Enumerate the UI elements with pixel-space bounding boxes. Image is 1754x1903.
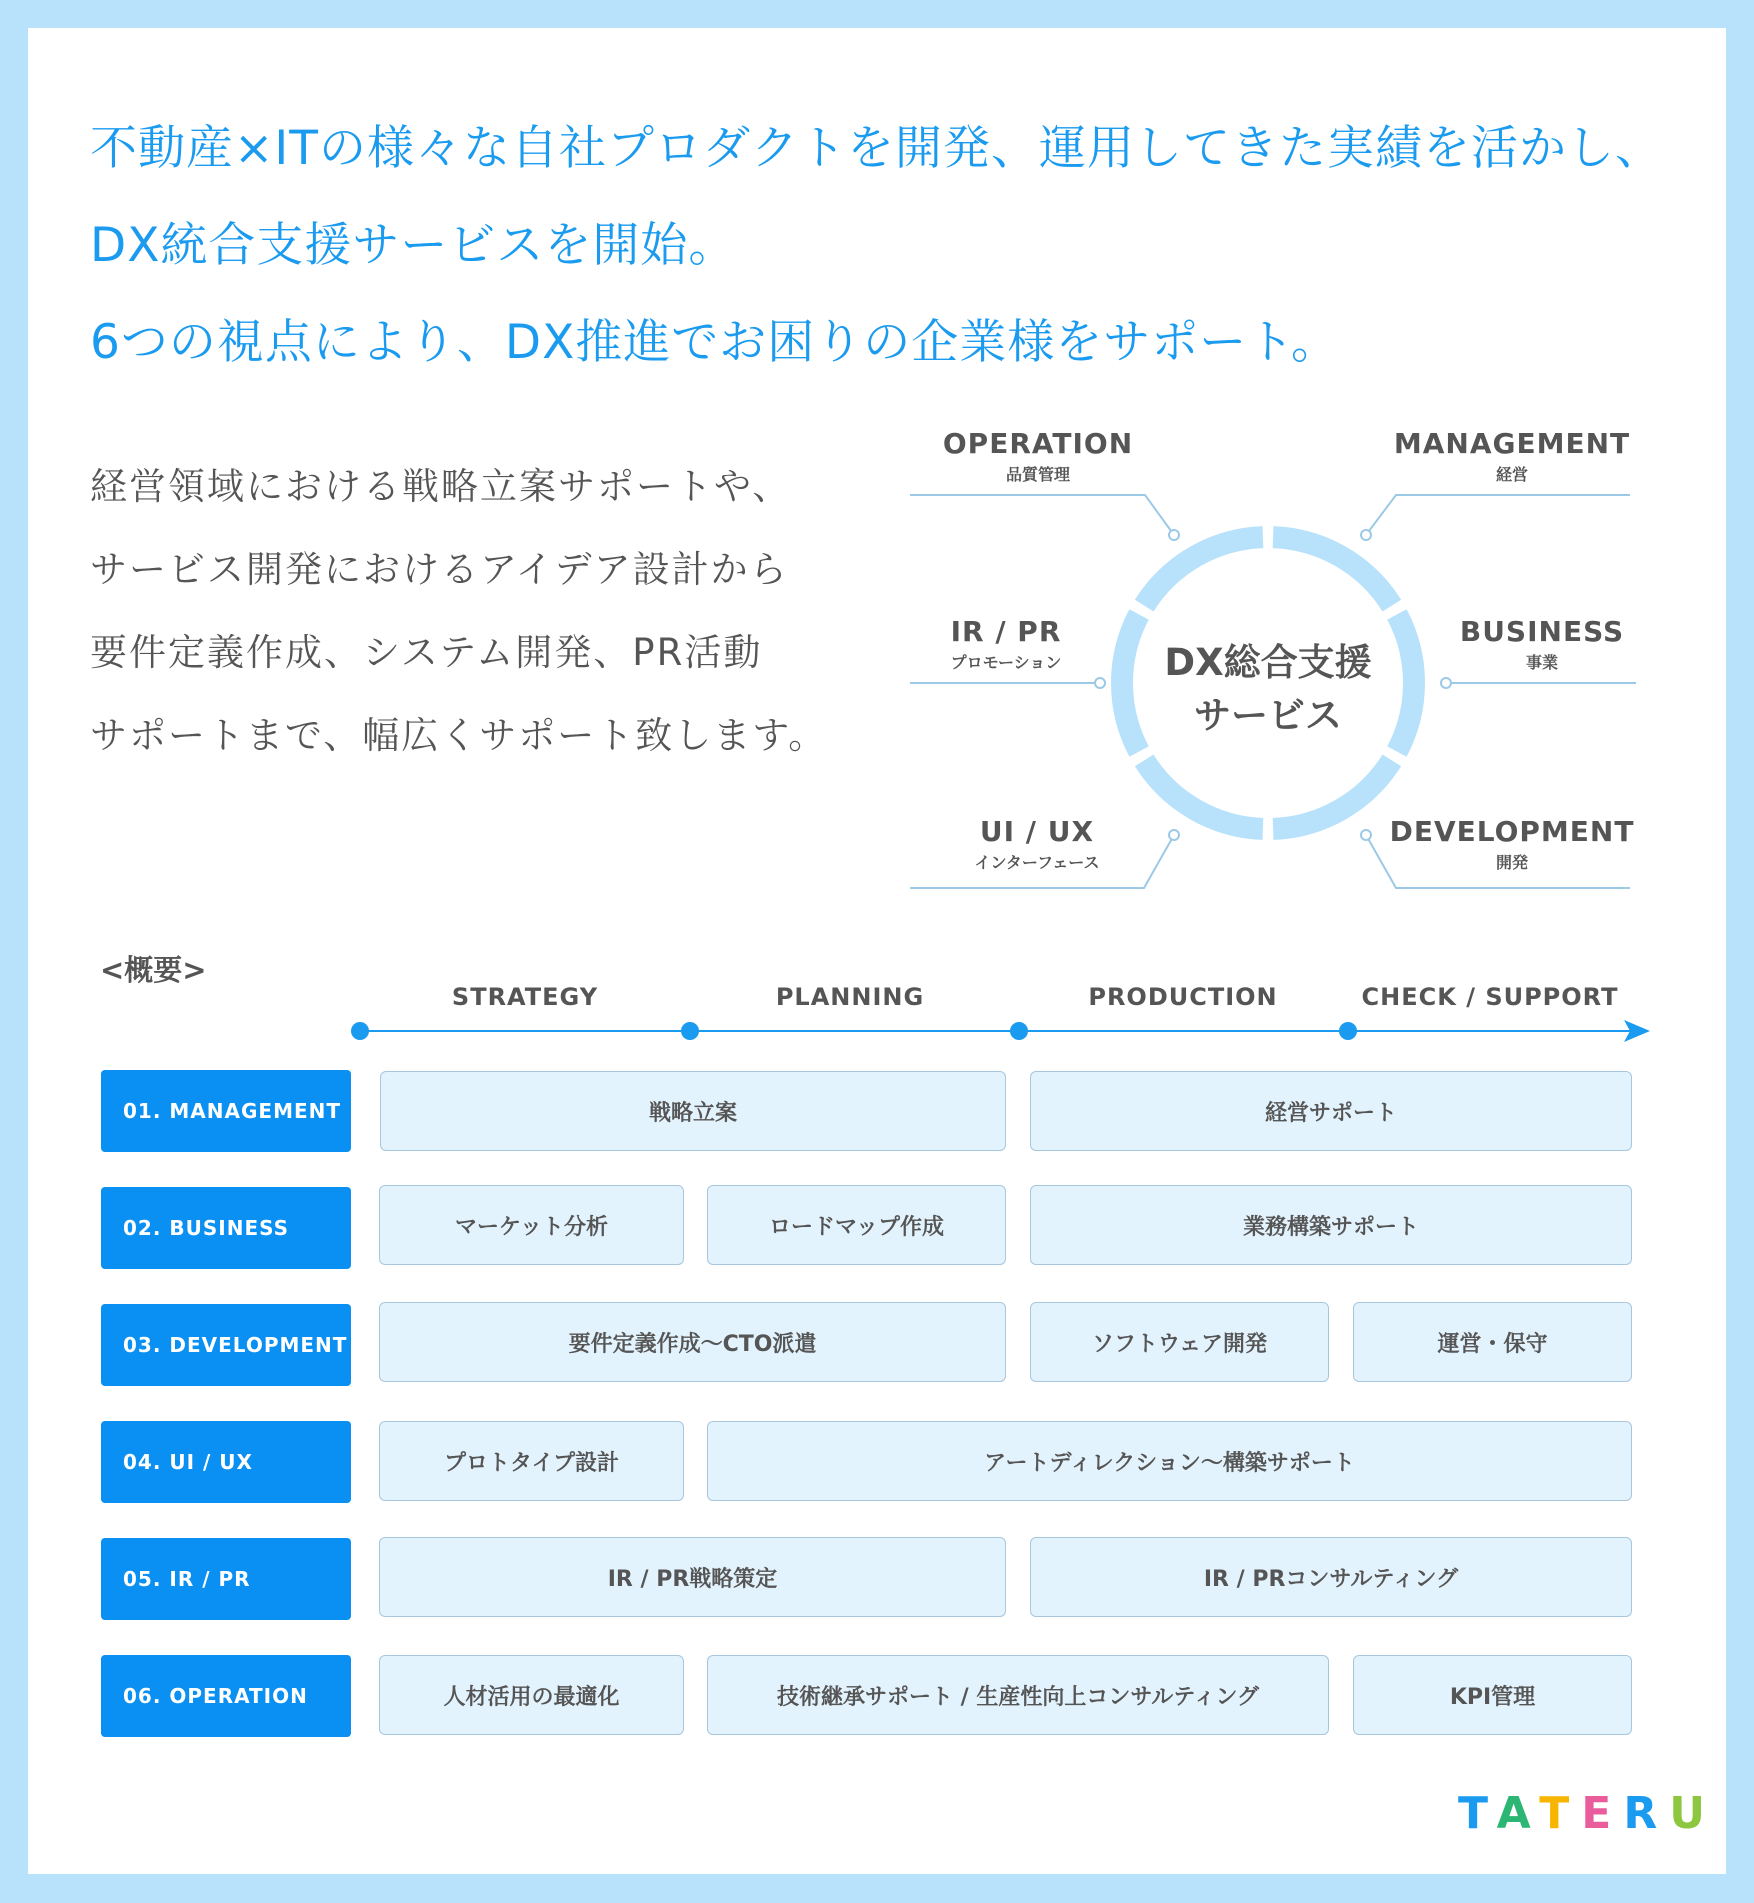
segment-en: IR / PR	[950, 615, 1062, 648]
timeline-dot	[1010, 1022, 1028, 1040]
task-item: アートディレクション〜構築サポート	[707, 1421, 1632, 1501]
timeline-dot	[351, 1022, 369, 1040]
segment-en: UI / UX	[979, 815, 1095, 848]
connector-dot-uiux	[1169, 830, 1179, 840]
ring-segment-operation	[1144, 537, 1263, 606]
task-item: マーケット分析	[379, 1185, 684, 1265]
wheel-center-title	[1164, 636, 1371, 742]
timeline-dot	[1339, 1022, 1357, 1040]
row-label-operation: 06. OPERATION	[101, 1655, 351, 1737]
ring-segment-business	[1397, 614, 1414, 751]
task-item: ロードマップ作成	[707, 1185, 1006, 1265]
segment-uiux	[975, 815, 1100, 877]
segment-jp: 事業	[1525, 653, 1559, 672]
description-line: サービス開発におけるアイデア設計から	[90, 548, 789, 591]
logo-letter: T	[1539, 1788, 1582, 1839]
segment-operation	[943, 427, 1133, 489]
logo-letter: R	[1623, 1788, 1670, 1839]
center-title-line: サービス	[1194, 694, 1342, 737]
logo-letter: U	[1669, 1788, 1717, 1839]
overview-title: <概要>	[100, 953, 207, 987]
segment-jp: インターフェース	[974, 853, 1100, 872]
logo-letter: E	[1581, 1788, 1624, 1839]
headline-line: DX統合支援サービスを開始。	[90, 218, 737, 273]
phase-strategy: STRATEGY	[451, 983, 599, 1011]
task-item: 人材活用の最適化	[379, 1655, 684, 1735]
row-label-uiux: 04. UI / UX	[101, 1421, 351, 1503]
connector-management	[1366, 495, 1630, 535]
segment-jp: 開発	[1495, 853, 1529, 872]
phase-timeline	[351, 1020, 1650, 1042]
connector-dot-business	[1441, 678, 1451, 688]
description-line: サポートまで、幅広くサポート致します。	[90, 714, 828, 757]
phase-check-support: CHECK / SUPPORT	[1361, 983, 1619, 1011]
row-label-irpr: 05. IR / PR	[101, 1538, 351, 1620]
segment-business	[1460, 615, 1624, 677]
phase-planning: PLANNING	[775, 983, 925, 1011]
connector-dot-management	[1361, 530, 1371, 540]
segment-development	[1390, 815, 1635, 877]
connector-dot-irpr	[1095, 678, 1105, 688]
segment-jp: 経営	[1495, 465, 1528, 484]
task-item: 運営・保守	[1353, 1302, 1632, 1382]
headline-line: 不動産×ITの様々な自社プロダクトを開発、運用してきた実績を活かし、	[90, 121, 1663, 176]
segment-jp: プロモーション	[950, 653, 1062, 672]
task-item: IR / PR戦略策定	[379, 1537, 1006, 1617]
task-item: 戦略立案	[380, 1071, 1006, 1151]
tateru-logo	[1458, 1788, 1717, 1839]
row-label-business: 02. BUSINESS	[101, 1187, 351, 1269]
row-label-management: 01. MANAGEMENT	[101, 1070, 351, 1152]
segment-irpr	[951, 615, 1062, 677]
description-line: 要件定義作成、システム開発、PR活動	[90, 631, 763, 674]
phase-production: PRODUCTION	[1088, 983, 1278, 1011]
segment-en: DEVELOPMENT	[1389, 815, 1635, 848]
task-item: 技術継承サポート / 生産性向上コンサルティング	[707, 1655, 1329, 1735]
logo-letter: A	[1496, 1788, 1540, 1839]
connector-dot-development	[1361, 830, 1371, 840]
ring-segment-management	[1273, 537, 1392, 606]
headline-line: 6つの視点により、DX推進でお困りの企業様をサポート。	[90, 315, 1340, 370]
timeline-dot	[681, 1022, 699, 1040]
task-item: ソフトウェア開発	[1030, 1302, 1329, 1382]
task-item: プロトタイプ設計	[379, 1421, 684, 1501]
segment-management	[1394, 427, 1630, 489]
row-label-development: 03. DEVELOPMENT	[101, 1304, 351, 1386]
description-line: 経営領域における戦略立案サポートや、	[90, 465, 792, 508]
ring-segment-irpr	[1122, 614, 1139, 751]
segment-en: OPERATION	[942, 427, 1134, 460]
center-title-line: DX総合支援	[1164, 641, 1372, 684]
segment-en: MANAGEMENT	[1393, 427, 1631, 460]
ring-segment-development	[1273, 760, 1392, 829]
connector-dot-operation	[1169, 530, 1179, 540]
logo-letter: T	[1458, 1788, 1497, 1839]
ring-segment-uiux	[1144, 760, 1263, 829]
task-item: KPI管理	[1353, 1655, 1632, 1735]
segment-en: BUSINESS	[1459, 615, 1625, 648]
task-item: IR / PRコンサルティング	[1030, 1537, 1632, 1617]
task-item: 要件定義作成〜CTO派遣	[379, 1302, 1006, 1382]
task-item: 経営サポート	[1030, 1071, 1632, 1151]
connector-operation	[910, 495, 1174, 535]
task-item: 業務構築サポート	[1030, 1185, 1632, 1265]
segment-jp: 品質管理	[1005, 465, 1071, 484]
